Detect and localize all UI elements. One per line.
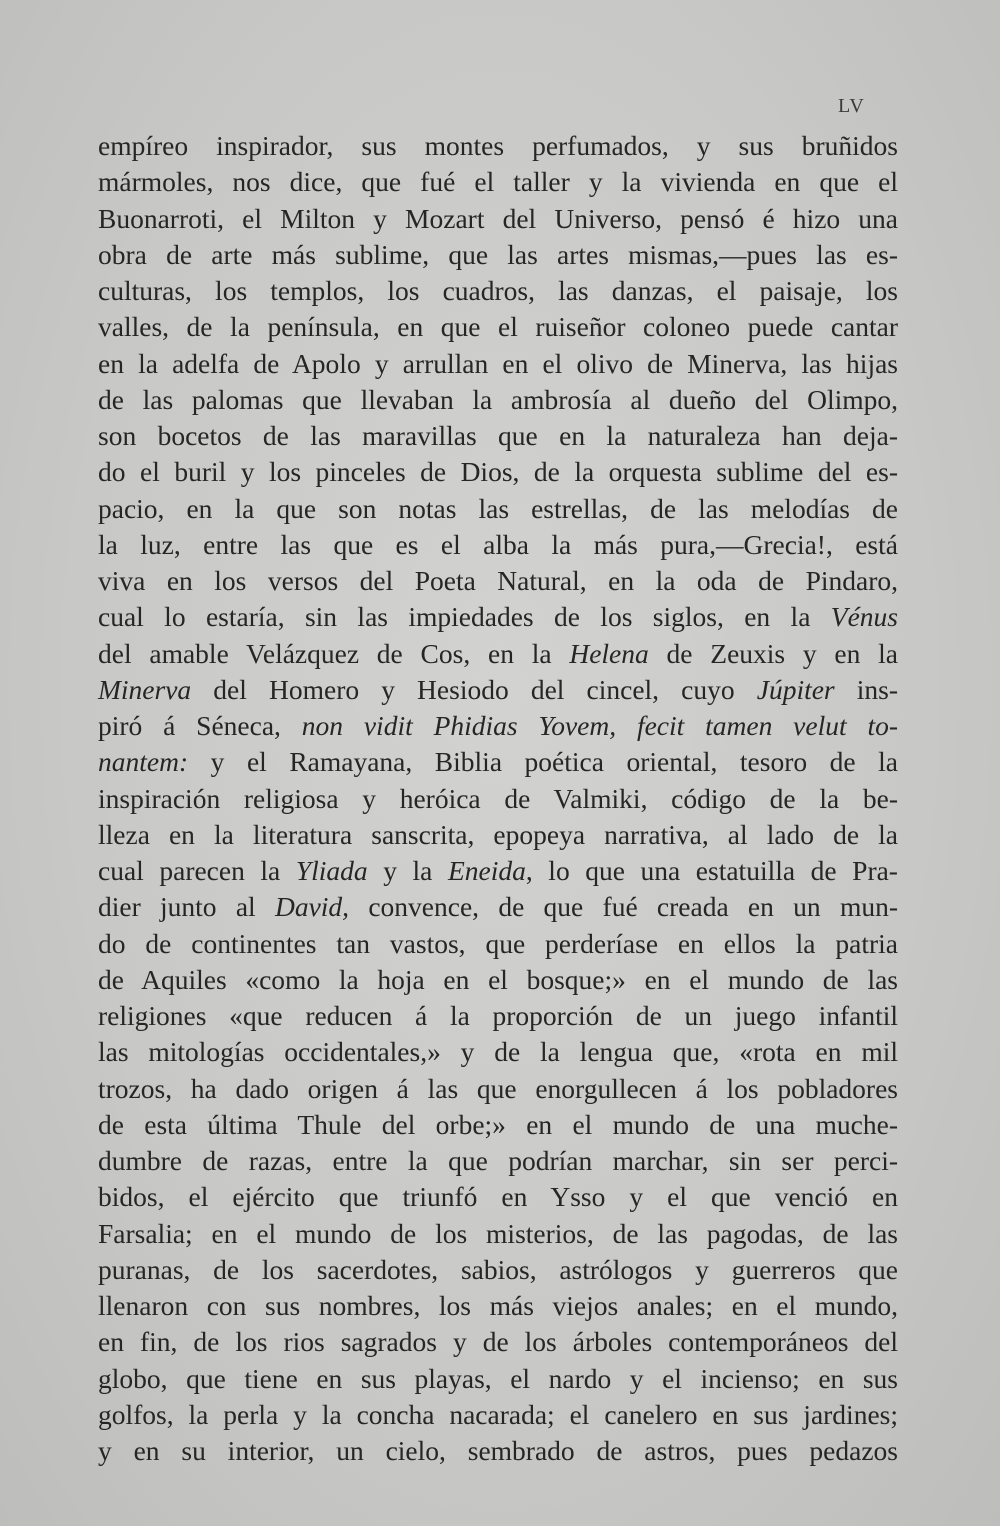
text-line (98, 1324, 898, 1360)
text-span: llenaron con sus nombres, los más viejos anales; en el mundo, (98, 1290, 898, 1321)
text-span: golfos, la perla y la concha nacarada; el canelero en sus jardines; (98, 1398, 898, 1430)
text-span: del Homero y Hesiodo del cincel, cuyo (191, 673, 757, 705)
text-span: la luz, entre las que es el alba la más pura,—Grecia!, está (98, 528, 898, 560)
italic-text: Eneida (447, 855, 526, 886)
text-span: de las palomas que llevaban la ambrosía al dueño del Olimpo, (98, 383, 898, 415)
text-span: convence, de que fué creada en un mun- (349, 891, 898, 923)
italic-text: David, (274, 891, 350, 923)
text-span: bidos, el ejército que triunfó en Ysso y el que venció en (98, 1181, 898, 1213)
text-span: pacio, en la que son notas las estrellas, de las melodías de (98, 492, 898, 524)
text-span: do de continentes tan vastos, que perderíase en ellos la patria (98, 927, 898, 959)
text-line (98, 817, 898, 853)
text-span: religiones «que reducen á la proporción de un juego infantil (98, 1000, 898, 1031)
text-span: del amable Velázquez de Cos, en la (98, 637, 570, 669)
text-span: do el buril y los pinceles de Dios, de la orquesta sublime del es- (98, 456, 898, 488)
text-line (98, 1361, 898, 1397)
text-span: de Zeuxis y en la (648, 637, 898, 669)
text-line (98, 926, 898, 962)
text-span: lleza en la literatura sanscrita, epopeya narrativa, al lado de la (98, 818, 898, 850)
text-span: trozos, ha dado origen á las que enorgullecen á los pobladores (98, 1072, 898, 1104)
text-line (98, 201, 898, 237)
text-line (98, 708, 898, 744)
text-line (98, 1288, 898, 1324)
text-line (98, 346, 898, 382)
italic-text: non vidit Phidias Yovem, fecit tamen velut to- (301, 710, 898, 741)
italic-text: nantem: (98, 746, 189, 778)
text-span: en la adelfa de Apolo y arrullan en el olivo de Minerva, las hijas (98, 347, 898, 379)
italic-text: Júpiter (756, 673, 835, 705)
text-span: en fin, de los rios sagrados y de los árboles contemporáneos del (98, 1326, 898, 1358)
text-span: Buonarroti, el Milton y Mozart del Universo, pensó é hizo una (98, 202, 898, 234)
text-line (98, 527, 898, 563)
text-line (98, 889, 898, 925)
text-span: obra de arte más sublime, que las artes mismas,—pues las es- (98, 238, 898, 270)
text-span: y el Ramayana, Biblia poética oriental, tesoro de la (188, 746, 898, 778)
text-span: cual lo estaría, sin las impiedades de los siglos, en la (98, 601, 831, 633)
text-span: puranas, de los sacerdotes, sabios, astrólogos y guerreros que (98, 1253, 898, 1285)
text-span: son bocetos de las maravillas que en la naturaleza han deja- (98, 420, 898, 451)
text-span: de Aquiles «como la hoja en el bosque;» en el mundo de las (98, 963, 898, 995)
text-span: de esta última Thule del orbe;» en el mundo de una muche- (98, 1108, 898, 1140)
text-line (98, 1107, 898, 1143)
text-span: Farsalia; en el mundo de los misterios, de las pagodas, de las (98, 1217, 898, 1249)
text-span: globo, que tiene en sus playas, el nardo y el incienso; en sus (98, 1362, 898, 1394)
text-line (98, 1252, 898, 1288)
text-line (98, 309, 898, 345)
text-span: y la (367, 855, 448, 886)
text-line (98, 382, 898, 418)
italic-text: Minerva (98, 673, 192, 705)
text-span: empíreo inspirador, sus montes perfumados, y sus bruñidos (98, 130, 898, 161)
text-line (98, 454, 898, 490)
body-text (98, 128, 898, 1469)
text-line (98, 1179, 898, 1215)
text-span: dumbre de razas, entre la que podrían marchar, sin ser perci- (98, 1145, 898, 1176)
text-line (98, 1433, 898, 1469)
text-span: ins- (834, 673, 898, 705)
italic-text: Vénus (830, 601, 898, 633)
text-line (98, 672, 898, 708)
text-line (98, 853, 898, 889)
text-line (98, 563, 898, 599)
text-line (98, 1071, 898, 1107)
text-line (98, 1397, 898, 1433)
text-span: piró á Séneca, (98, 710, 302, 741)
text-span: y en su interior, un cielo, sembrado de astros, pues pedazos (98, 1435, 898, 1466)
text-line (98, 237, 898, 273)
text-line (98, 273, 898, 309)
text-line (98, 998, 898, 1034)
text-line (98, 781, 898, 817)
text-line (98, 636, 898, 672)
text-span: las mitologías occidentales,» y de la lengua que, «rota en mil (98, 1036, 898, 1068)
text-line (98, 962, 898, 998)
text-line (98, 744, 898, 780)
text-span: cual parecen la (98, 855, 296, 886)
text-span: dier junto al (98, 891, 275, 923)
text-line (98, 599, 898, 635)
text-line (98, 418, 898, 454)
text-span: culturas, los templos, los cuadros, las danzas, el paisaje, los (98, 275, 898, 306)
text-span: valles, de la península, en que el ruiseñor coloneo puede cantar (98, 311, 898, 343)
italic-text: Helena (569, 637, 649, 669)
text-span: viva en los versos del Poeta Natural, en la oda de Pindaro, (98, 565, 898, 596)
text-line (98, 491, 898, 527)
text-line (98, 128, 898, 164)
text-span: , lo que una estatuilla de Pra- (525, 855, 898, 886)
italic-text: Yliada (295, 855, 368, 886)
text-line (98, 164, 898, 200)
text-line (98, 1034, 898, 1070)
text-line (98, 1143, 898, 1179)
text-line (98, 1216, 898, 1252)
text-span: inspiración religiosa y heróica de Valmiki, código de la be- (98, 782, 898, 814)
text-span: mármoles, nos dice, que fué el taller y la vivienda en que el (98, 166, 898, 198)
page-number: LV (838, 95, 865, 117)
